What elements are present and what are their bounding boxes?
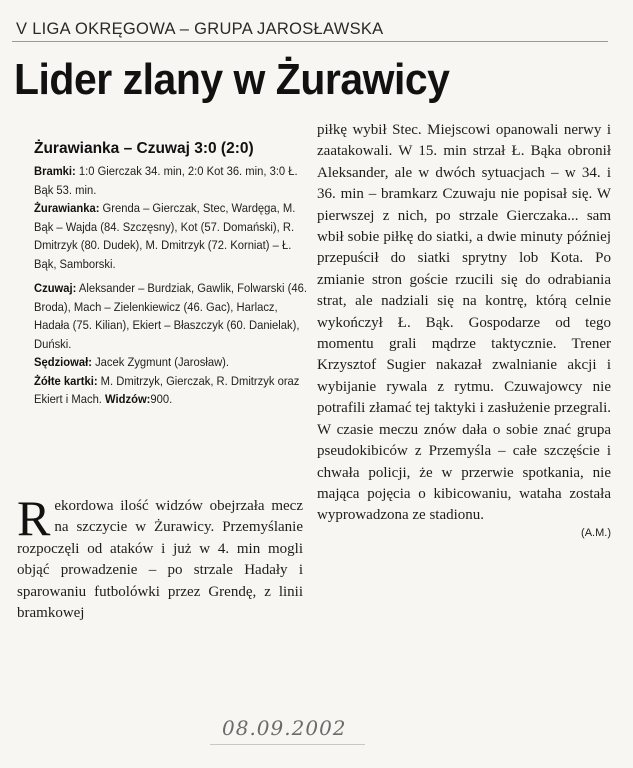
goals	[34, 162, 315, 199]
match-stats-box	[34, 140, 316, 409]
match-title: Żurawianka – Czuwaj 3:0 (2:0)	[34, 140, 254, 157]
home-lineup	[34, 199, 315, 273]
article-lead	[17, 490, 303, 624]
referee-text: Jacek Zygmunt (Jarosław).	[95, 355, 230, 369]
attendance-text: 900.	[150, 392, 173, 406]
away-lineup-text: Aleksander – Burdziak, Gawlik, Folwarski (46. Broda), Mach – Zielenkiewicz (46. Gac), Harlacz, Hadała (75. Kilian), Ekiert – Błaszczyk (60. Danielak), Duński.	[34, 281, 307, 351]
lead-paragraph	[17, 490, 303, 624]
article-right-column	[317, 120, 611, 539]
attendance-label: Widzów:	[105, 392, 151, 406]
date-underline	[210, 744, 365, 745]
header-rule	[12, 41, 608, 42]
author-signature: (A.M.)	[581, 526, 611, 539]
drop-cap: R	[17, 490, 51, 546]
lead-text: ekordowa ilość widzów obejrzała mecz na szczycie w Żurawicy. Przemyślanie rozpoczęli od ataków i już w 4. min mogli objąć prowadzenie – po strzale Hadały i sparowaniu futbolówki przez Grendę, z linii bramkowej	[17, 498, 303, 622]
goals-text: 1:0 Gierczak 34. min, 2:0 Kot 36. min, 3:0 Ł. Bąk 53. min.	[34, 164, 298, 197]
headline: Lider zlany w Żurawicy	[14, 55, 450, 104]
cards-text: M. Dmitrzyk, Gierczak, R. Dmitrzyk oraz Ekiert i Mach.	[34, 373, 300, 406]
home-lineup-text: Grenda – Gierczak, Stec, Wardęga, M. Bąk – Wajda (84. Szczęsny), Kot (57. Domański), R. Dmitrzyk (80. Dudek), M. Dmitrzyk (72. Korniat) – Ł. Bąk, Samborski.	[34, 201, 296, 271]
handwritten-date: 08.09.2002	[222, 716, 347, 740]
referee-label: Sędziował:	[34, 355, 92, 369]
cards-label: Żółte kartki:	[34, 373, 98, 388]
away-label: Czuwaj:	[34, 281, 77, 295]
article-body: piłkę wybił Stec. Miejscowi opanowali nerwy i zaatakowali. W 15. min strzał Ł. Bąka obronił Aleksander, ale w dwóch sytuacjach – w 34. i 36. min – bramkarz Czuwaju nie popisał się. W pierwszej z nich, po strzale Gierczaka... sam wbił sobie piłkę do siatki, a dwie minuty później przepuścił do siatki sprytny lob Kota. Po zmianie stron goście rzucili się do odrabiania strat, ale nadziali się na kontrę, którą celnie wykończył Ł. Bąk. Gospodarze od tego momentu grali mądrze taktycznie. Trener Krzysztof Sugier nakazał zwalnianie akcji i wybijanie rywala z rytmu. Czuwajowcy nie potrafili złamać tej taktyki i zasłużenie przegrali. W czasie meczu znów dała o sobie znać grupa pseudokibiców z Przemyśla – całe szczęście i chwała policji, że w przerwie spotkania, nie mająca pojęcia o kibicowaniu, wataha została wyprowadzona ze stadionu.	[317, 122, 611, 524]
goals-label: Bramki:	[34, 164, 76, 178]
home-label: Żurawianka:	[34, 201, 100, 215]
yellow-cards	[34, 372, 315, 409]
section-header: V LIGA OKRĘGOWA – GRUPA JAROSŁAWSKA	[16, 20, 384, 38]
away-lineup	[34, 279, 315, 353]
referee	[34, 353, 315, 372]
